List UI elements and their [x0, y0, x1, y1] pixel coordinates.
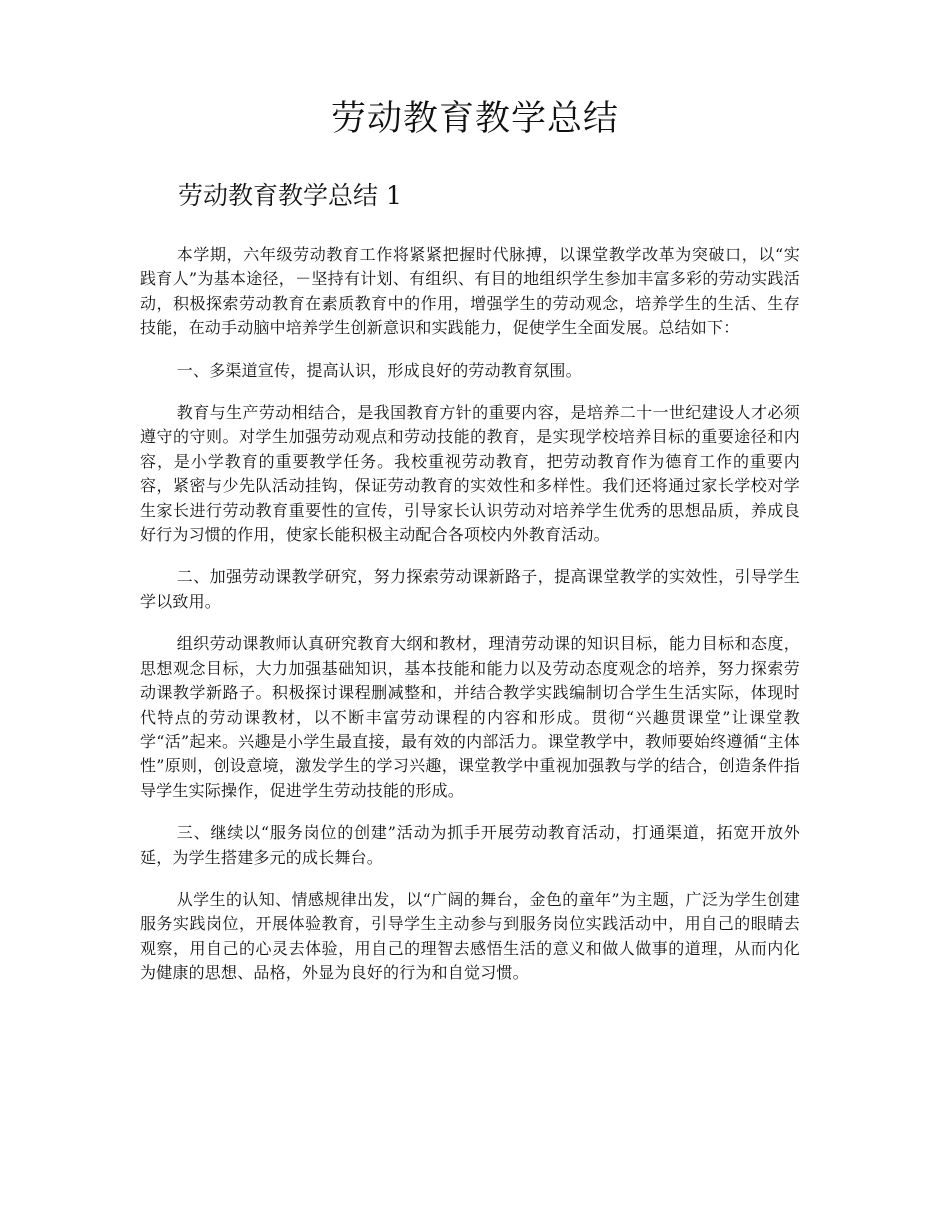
intro-paragraph: 本学期，六年级劳动教育工作将紧紧把握时代脉搏，以课堂教学改革为突破口，以“实践育人”为基本途径，－坚持有计划、有组织、有目的地组织学生参加丰富多彩的劳动实践活动，积极探索劳动教育在素质教育中的作用，增强学生的劳动观念，培养学生的生活、生存技能，在动手动脑中培养学生创新意识和实践能力，促使学生全面发展。总结如下： [140, 245, 800, 338]
document-body [140, 243, 800, 1004]
point-three-paragraph: 从学生的认知、情感规律出发，以“广阔的舞台，金色的童年”为主题，广泛为学生创建服务实践岗位，开展体验教育，引导学生主动参与到服务岗位实践活动中，用自己的眼睛去观察，用自己的心灵去体验，用自己的理智去感悟生活的意义和做人做事的道理，从而内化为健康的思想、品格，外显为良好的行为和自觉习惯。 [140, 889, 800, 983]
document-title: 劳动教育教学总结 [330, 99, 619, 139]
section-heading: 劳动教育教学总结 1 [178, 181, 402, 210]
point-two-paragraph: 组织劳动课教师认真研究教育大纲和教材，理清劳动课的知识目标，能力目标和态度，思想观念目标，大力加强基础知识，基本技能和能力以及劳动态度观念的培养，努力探索劳动课教学新路子。积极探讨课程删减整和，并结合教学实践编制切合学生生活实际，体现时代特点的劳动课教材，以不断丰富劳动课程的内容和形成。贯彻“兴趣贯课堂”让课堂教学“活”起来。兴趣是小学生最直接，最有效的内部活力。课堂教学中，教师要始终遵循“主体性”原则，创设意境，激发学生的学习兴趣，课堂教学中重视加强教与学的结合，创造条件指导学生实际操作，促进学生劳动技能的形成。 [140, 634, 800, 800]
point-two-heading: 二、加强劳动课教学研究，努力探索劳动课新路子，提高课堂教学的实效性，引导学生学以致用。 [140, 567, 800, 611]
point-three-heading: 三、继续以“服务岗位的创建”活动为抓手开展劳动教育活动，打通渠道，拓宽开放外延，为学生搭建多元的成长舞台。 [140, 823, 800, 867]
point-one-paragraph: 教育与生产劳动相结合，是我国教育方针的重要内容，是培养二十一世纪建设人才必须遵守的守则。对学生加强劳动观点和劳动技能的教育，是实现学校培养目标的重要途径和内容，是小学教育的重要教学任务。我校重视劳动教育，把劳动教育作为德育工作的重要内容，紧密与少先队活动挂钩，保证劳动教育的实效性和多样性。我们还将通过家长学校对学生家长进行劳动教育重要性的宣传，引导家长认识劳动对培养学生优秀的思想品质，养成良好行为习惯的作用，使家长能积极主动配合各项校内外教育活动。 [140, 403, 800, 545]
point-one-heading: 一、多渠道宣传，提高认识，形成良好的劳动教育氛围。 [176, 360, 582, 380]
